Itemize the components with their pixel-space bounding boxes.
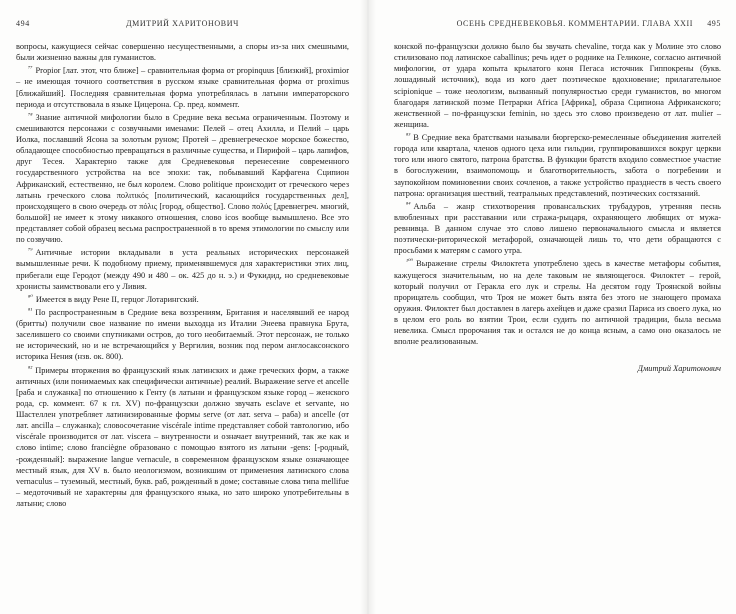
note-number: ⁸⁴ [406,200,411,208]
page-number: 495 [707,19,721,28]
note-text: В Средние века братствами называли бюргерско-ремесленные объединения жителей города или квартала, членов одного цеха или гильдии, группировавшихся вокруг церкви того или иного святого, патрона братства. В функции братств входило совместное участие в богослужении, взаимопомощь и благотворительность, забота о погребении и заупокойном поминовении своих сочленов, а также устройство празднеств в честь своего патрона: организация шествий, театральных представлений, поэтических состязаний. [394,133,721,198]
note-text: Альба – жанр стихотворения провансальских трубадуров, утренняя песнь влюбленных при расставании или стража-рыцаря, охраняющего любящих от мужа-ревнивца. В данном случае это слово лишено первоначального смысла и является поэтически-риторической метафорой, означающей лишь то, что дети обращаются с просьбами к матерям с самого утра. [394,201,721,256]
note-text: конской по-французски должно было бы звучать chevaline, тогда как у Молине это слово стилизовано под латинское caballinus; речь идет о роднике на Геликоне, согласно античной мифологии, от удара копыта крылатого коня Пегаса источник Гиппокрены (букв. лошадиный источник), вода из кого дает поэтическое вдохновение; прилагательное scipionique – тоже неологизм, вызванный популярностью среди гуманистов, во многом благодаря латинской поэме Петрарки Africa [Африка], образа Сципиона Африканского; женственной – по-французски feminin, но здесь это слово произведено от лат. mulier – женщина. [394,42,721,129]
note-paragraph [16,63,349,110]
right-page [368,0,736,614]
note-number: ⁸⁰ [28,293,33,301]
note-text: Античные истории вкладывали в уста реальных исторических персонажей вымышленные речи. К подобному приему, применявшемуся для характеристики этих лиц, прибегали еще Геродот (между 490 и 480 – ок. 425 до н. э.) и Фукидид, но средневековые хронисты заимствовали его у Ливия. [16,248,349,291]
note-paragraph [394,256,721,347]
note-paragraph [16,292,349,305]
note-number: ⁷⁸ [28,111,33,119]
note-paragraph [394,130,721,199]
note-number: ⁷⁷ [28,65,33,73]
note-paragraph [394,199,721,257]
note-paragraph [16,363,349,510]
running-head: ОСЕНЬ СРЕДНЕВЕКОВЬЯ. КОММЕНТАРИИ. ГЛАВА XXII [456,19,693,28]
note-text: Имеется в виду Рене II, герцог Лотарингский. [35,294,199,304]
note-number: ¹⁰⁰ [406,258,414,266]
note-paragraph [16,305,349,363]
running-head: ДМИТРИЙ ХАРИТОНОВИЧ [126,19,239,28]
note-text: Propior [лат. этот, что ближе] – сравнительная форма от propinquus [близкий], proximior – не имеющая точного соответствия в русском языке сравнительная форма от proximus [ближайший]. Последняя сравнительная форма употреблялась в латыни императорского периода и отсутствовала в языке Цицерона. Ср. пред. коммент. [16,66,349,109]
author-signature: Дмитрий Харитонович [637,364,721,374]
right-text-column [394,41,721,375]
note-text: Выражение стрелы Филоктета употреблено здесь в качестве метафоры события, кажущегося значительным, но на деле таковым не являющегося. Филоктет – герой, который получил от Геракла его лук и стрелы. На десятом году Троянской войны прорицатель сообщил, что Троя не может быть взята без этого не знающего промаха оружия. Филоктет был доставлен в лагерь ахейцев и даже сразил Париса из своего лука, но в целом его роль во взятии Трои, если судить по античной традиции, была весьма невелика. Смысл пророчания так и остался не до конца ясным, а само оно оказалось не вполне реализованным. [394,259,721,347]
note-text: вопросы, кажущиеся сейчас совершенно несущественными, а споры из-за них смешными, были жизненно важны для гуманистов. [16,42,349,63]
note-paragraph [16,245,349,292]
continued-paragraph [394,41,721,130]
note-number: ⁸³ [406,132,411,139]
page-number: 494 [16,19,30,28]
note-number: ⁷⁹ [28,247,33,255]
note-paragraph [16,110,349,246]
left-text-column [16,41,349,509]
continued-paragraph [16,41,349,63]
note-text: Примеры вторжения во французский язык латинских и даже греческих форм, а также античных (или понимаемых как специфически античные) реалий. Выражение serve et ancelle [раба и служанка] по отношению к Генту (в латыни и французском языке город – женского рода, ср. коммент. 67 к гл. XV) по-французски должно звучать esclave et servante, но Шастеллен употребляет латинизированные формы serve (от лат. serva – раба) и ancelle (от лат. ancilla – служанка); словосочетание viscérale intime представляет собой тавтологию, ибо viscérale производится от лат. viscera – внутренности и означает внутренний, так же как и слово intime; слово franciègne образовано с помощью взятого из латыни -gens: [-родный, -рожденный]: выражение langue vernacule, в современном французском языке означающее местный язык, для XV в. было неологизмом, возникшим от применения латинского слова vernaculus – туземный, местный, букв. раб, рожденный в доме; составные слова типа mellifue – медоточивый не характерны для французского языка, но зато широко употребительны в латыни; слово [16,365,349,508]
note-number: ⁸¹ [28,306,33,314]
note-text: По распространенным в Средние века воззрениям, Британия и населявший ее народ (бритты) получили свое название по имени выходца из Италии Энеева правнука Брута, заселившего со своими спутниками остров, до того необитаемый. Этот персонаж, не только не исторический, но и не встречающийся у Вергилия, возник под пером англосаксонского историка Нения (нзв. ок. 800). [16,307,349,362]
note-text: Знание античной мифологии было в Средние века весьма ограниченным. Поэтому и смешиваются персонажи с созвучными именами: Пелей – отец Ахилла, и Пелий – царь Иолка, пославший Ясона за золотым руном; Протей – древнегреческое морское божество, обладающее способностью превращаться в различные существа, и Пирифой – царь лапифов, друг Тесея. Характерно также для Средневековья перенесение современного государственного устройства на все эпохи: так, побывавший Карфагена Сципион Африканский, естественно, не был королем. Слово politique происходит от греческого через латынь греческого слова πολιτικός [политический, касающийся государственных дел], происходящего в свою очередь от πόλις [город, общество]. Слово πολύς [древнегреч. многий, большой] не имеет к этому никакого отношения, слово icos вообще вымышлено. Все это представляет собой образец весьма распространенной в то время этимологии по смыслу или по созвучию. [16,112,349,245]
note-number: ⁸² [28,364,33,372]
